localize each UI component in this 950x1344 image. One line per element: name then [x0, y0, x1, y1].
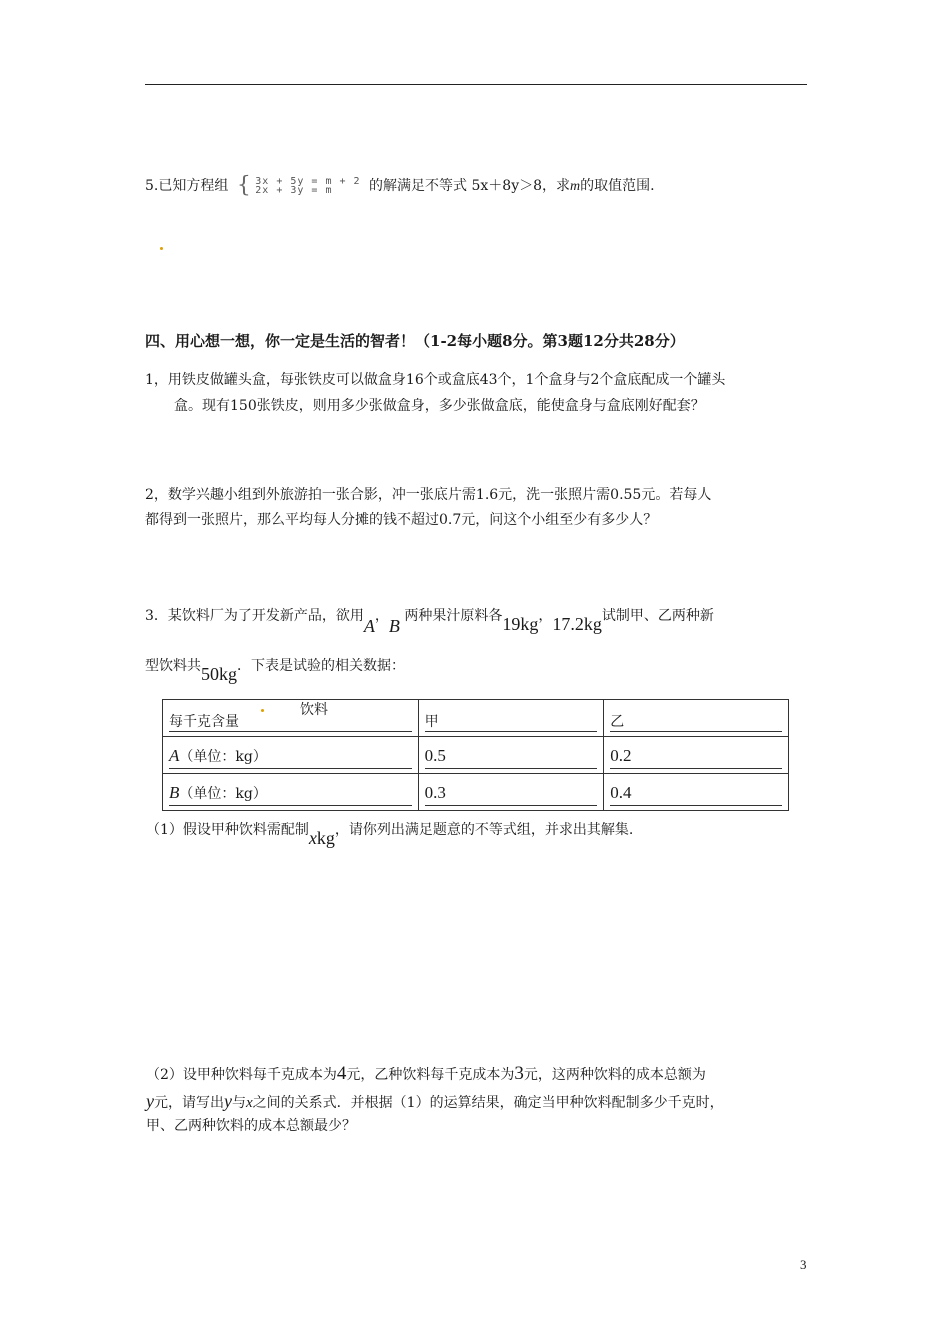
sub2-y2: y [224, 1091, 232, 1111]
sep: ， [374, 608, 389, 624]
subquestion2-line3: 甲、乙两种饮料的成本总额最少？ [146, 1118, 356, 1134]
data-table [162, 699, 789, 811]
row-label [169, 783, 412, 806]
table-row [163, 774, 789, 811]
header-content-per-kg: 每千克含量 [169, 711, 412, 732]
q5-var-m: m [570, 179, 581, 194]
sub2-line2-b: 与 [232, 1095, 246, 1111]
sub2-y: y [146, 1091, 154, 1111]
sub2-line1-c: 元，这两种饮料的成本总额为 [523, 1067, 706, 1083]
problem3-intro-c: 试制甲、乙两种新 [601, 608, 714, 624]
sub1-a: （1）假设甲种饮料需配制 [146, 822, 309, 838]
sub1-x: x [308, 828, 317, 848]
sub2-x: x [246, 1095, 253, 1111]
row-cell-jia [418, 737, 604, 774]
row-value-yi: 0.4 [610, 783, 782, 806]
q5-line [145, 173, 655, 198]
header-drink: 饮料 [300, 702, 328, 718]
problem3-intro-a: 3．某饮料厂为了开发新产品，欲用 [145, 608, 364, 624]
row-cell-yi [604, 737, 789, 774]
row-label-var: B [169, 783, 180, 802]
problem1-line1: 1，用铁皮做罐头盒，每张铁皮可以做盒身16个或盒底43个，1个盒身与2个盒底配成一个罐头 [145, 372, 726, 388]
system-equation-2: 2x + 3y = m [255, 185, 333, 196]
table-header-row [163, 700, 789, 737]
page-number: 3 [800, 1257, 807, 1272]
sub2-line1-b: 元，乙种饮料每千克成本为 [346, 1067, 515, 1083]
row-label [169, 746, 412, 769]
q5-prefix: 5.已知方程组 [145, 178, 229, 194]
q5-suffix-b: ，求 [542, 178, 571, 194]
header-yi [604, 700, 789, 737]
equation-system [236, 173, 361, 198]
sub2-line2-a: 元，请写出 [154, 1095, 224, 1111]
problem1-line2: 盒。现有150张铁皮，则用多少张做盒身，多少张做盒底，能使盒身与盒底刚好配套？ [174, 398, 705, 414]
row-cell-yi [604, 774, 789, 811]
mass-A: 19kg [502, 614, 539, 634]
comma: ， [538, 608, 553, 624]
row-value-jia: 0.3 [425, 783, 598, 806]
row-value-jia: 0.5 [425, 746, 598, 769]
header-jia [418, 700, 604, 737]
problem2-line1: 2，数学兴趣小组到外旅游拍一张合影，冲一张底片需1.6元，洗一张照片需0.55元。若每人 [145, 487, 712, 503]
row-label-unit: （单位：kg） [179, 749, 267, 765]
row-cell-jia [418, 774, 604, 811]
problem3-intro-line1 [145, 604, 714, 636]
stray-mark [160, 247, 163, 250]
q5-inequality: 5x＋8y＞8 [471, 178, 543, 194]
q5-suffix-a: 的解满足不等式 [369, 178, 468, 194]
row-value-yi: 0.2 [610, 746, 782, 769]
sub1-kg: kg [316, 828, 335, 848]
header-diagonal-cell [163, 700, 419, 737]
mass-B: 17.2kg [552, 614, 602, 634]
section-heading: 四、用心想一想，你一定是生活的智者！（1-2每小题8分。第3题12分共28分） [145, 332, 685, 350]
problem3-intro-b: 两种果汁原料各 [404, 608, 503, 624]
row-label-unit: （单位：kg） [179, 786, 267, 802]
subquestion2-line2 [146, 1091, 724, 1113]
system-equation-1: 3x + 5y = m + 2 [255, 176, 361, 187]
sub2-line1-a: （2）设甲种饮料每千克成本为 [146, 1067, 337, 1083]
row-label-var: A [169, 746, 180, 765]
header-yi-label: 乙 [610, 711, 782, 732]
sub2-cost-three: 3 [514, 1063, 524, 1084]
problem3-intro-line2 [145, 654, 405, 684]
problem3-line2-a: 型饮料共 [145, 658, 201, 674]
sub1-b: ，请你列出满足题意的不等式组，并求出其解集. [334, 822, 634, 838]
row-label-cell [163, 737, 419, 774]
total-mass: 50kg [201, 664, 237, 684]
var-A: A [363, 616, 375, 636]
system-brace-icon: { [236, 173, 251, 198]
problem2-line2: 都得到一张照片，那么平均每人分摊的钱不超过0.7元，问这个小组至少有多少人？ [145, 512, 658, 528]
header-rule [145, 84, 807, 85]
header-jia-label: 甲 [425, 711, 598, 732]
subquestion2-line1 [146, 1064, 706, 1085]
table-row [163, 737, 789, 774]
problem3-line2-b: ．下表是试验的相关数据： [237, 658, 405, 674]
var-B: B [388, 616, 400, 636]
subquestion1 [146, 818, 634, 848]
sub2-cost-four: 4 [336, 1063, 347, 1084]
row-label-cell [163, 774, 419, 811]
sub2-line2-c: 之间的关系式．并根据（1）的运算结果，确定当甲种饮料配制多少千克时， [252, 1095, 724, 1111]
q5-suffix-c: 的取值范围. [580, 178, 655, 194]
